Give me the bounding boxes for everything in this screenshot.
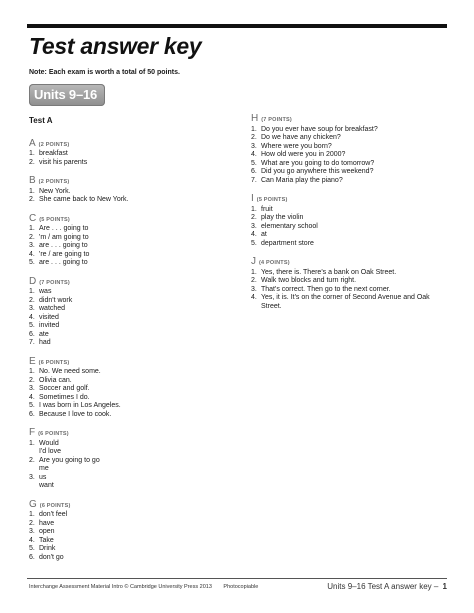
answer-item bbox=[251, 151, 451, 160]
answer-number: 3. bbox=[29, 473, 35, 481]
section-letter: C bbox=[29, 212, 37, 224]
section-c bbox=[29, 212, 229, 268]
section-header bbox=[29, 137, 229, 150]
section-h bbox=[251, 115, 451, 185]
answer-number: 1. bbox=[29, 150, 35, 157]
answer-number: 1. bbox=[29, 368, 35, 375]
answer-text: visited bbox=[39, 313, 59, 321]
answer-item bbox=[29, 322, 229, 331]
answer-item bbox=[251, 231, 451, 240]
answer-list bbox=[29, 150, 229, 167]
section-points: (5 POINTS) bbox=[256, 197, 288, 203]
answer-number: 2. bbox=[29, 296, 35, 304]
footer-title: Units 9–16 Test A answer key – bbox=[327, 582, 439, 591]
answer-list bbox=[29, 225, 229, 268]
answer-text: No. We need some. bbox=[39, 368, 101, 375]
answer-number bbox=[29, 448, 39, 457]
answer-number: 1. bbox=[29, 511, 35, 518]
answer-text: us bbox=[39, 473, 47, 481]
answer-list bbox=[251, 269, 451, 312]
answer-item bbox=[29, 331, 229, 340]
page-number: 1 bbox=[442, 582, 447, 591]
answer-item bbox=[29, 339, 229, 348]
answer-number: 2. bbox=[251, 214, 257, 221]
answer-number: 2. bbox=[29, 456, 35, 464]
answer-item bbox=[29, 482, 229, 491]
answer-item bbox=[29, 288, 229, 297]
answer-number: 3. bbox=[251, 142, 257, 150]
answer-number: 1. bbox=[251, 268, 257, 276]
answer-number: 2. bbox=[29, 196, 35, 203]
answer-list bbox=[251, 206, 451, 249]
section-d bbox=[29, 275, 229, 348]
answer-number: 5. bbox=[29, 545, 35, 552]
test-title: Test A bbox=[29, 116, 53, 125]
answer-item bbox=[29, 305, 229, 314]
footer-rule bbox=[27, 578, 447, 579]
answer-item bbox=[29, 448, 229, 457]
section-points: (6 POINTS) bbox=[38, 359, 70, 366]
answer-text: How old were you in 2000? bbox=[261, 151, 346, 158]
answer-list bbox=[29, 288, 229, 348]
answer-text: Do we have any chicken? bbox=[261, 134, 341, 141]
answer-text: 're / are going to bbox=[39, 250, 90, 258]
answer-number: 5. bbox=[29, 322, 35, 329]
answer-text: Are you going to go bbox=[39, 456, 100, 464]
answer-text: had bbox=[39, 339, 51, 346]
answer-text: She came back to New York. bbox=[39, 196, 129, 203]
answer-text: Olivia can. bbox=[39, 376, 72, 384]
answer-text: don't feel bbox=[39, 511, 68, 518]
answer-item bbox=[29, 297, 229, 306]
section-letter: G bbox=[29, 498, 37, 510]
answer-text: invited bbox=[39, 322, 60, 329]
answer-text: Do you ever have soup for breakfast? bbox=[261, 125, 378, 133]
answer-item bbox=[29, 259, 229, 268]
answer-number: 4. bbox=[29, 250, 35, 258]
units-badge: Units 9–16 bbox=[29, 84, 105, 106]
photocopiable-label: Photocopiable bbox=[223, 584, 259, 590]
answer-item bbox=[29, 440, 229, 449]
section-letter: D bbox=[29, 275, 37, 287]
answer-number: 1. bbox=[29, 439, 35, 447]
answer-text: watched bbox=[39, 305, 66, 312]
answer-text: don't go bbox=[39, 553, 64, 561]
answer-text: department store bbox=[261, 239, 314, 247]
answer-text: Sometimes I do. bbox=[39, 393, 90, 401]
answer-item bbox=[29, 234, 229, 243]
section-points: (6 POINTS) bbox=[38, 431, 69, 437]
answer-item bbox=[251, 223, 451, 232]
answer-number: 3. bbox=[29, 385, 35, 392]
answer-text: I was born in Los Angeles. bbox=[39, 402, 121, 409]
answer-item bbox=[29, 251, 229, 260]
answer-item bbox=[29, 159, 229, 168]
answer-list bbox=[29, 511, 229, 562]
section-header bbox=[29, 498, 229, 511]
answer-item bbox=[29, 196, 229, 205]
section-letter: E bbox=[29, 355, 36, 367]
answer-number: 1. bbox=[29, 187, 35, 195]
answer-item bbox=[29, 474, 229, 483]
section-points: (2 POINTS) bbox=[38, 179, 70, 185]
answer-item bbox=[29, 520, 229, 529]
answer-text: elementary school bbox=[261, 222, 318, 230]
answer-number bbox=[29, 482, 39, 491]
answer-item bbox=[29, 511, 229, 520]
section-letter: F bbox=[29, 427, 36, 438]
answer-text: Because I love to cook. bbox=[39, 410, 112, 418]
footer-copyright bbox=[29, 584, 258, 590]
answer-item bbox=[29, 188, 229, 197]
answer-text: I'd love bbox=[39, 448, 61, 455]
answer-text: That's correct. Then go to the next corner. bbox=[261, 285, 391, 293]
answer-number: 1. bbox=[29, 225, 35, 232]
answer-text: Drink bbox=[39, 545, 56, 552]
answer-item bbox=[251, 286, 451, 295]
answer-item bbox=[251, 126, 451, 135]
answer-number: 5. bbox=[29, 402, 35, 409]
answer-number: 7. bbox=[251, 176, 257, 184]
section-header bbox=[29, 355, 229, 368]
section-points: (7 POINTS) bbox=[39, 279, 70, 286]
answer-text: are . . . going to bbox=[39, 259, 88, 266]
answer-item bbox=[251, 269, 451, 278]
answer-item bbox=[251, 134, 451, 143]
section-letter: H bbox=[251, 113, 259, 124]
left-column bbox=[29, 117, 229, 572]
answer-item bbox=[251, 143, 451, 152]
answer-number: 3. bbox=[251, 222, 257, 230]
footer-page-label bbox=[327, 582, 447, 591]
answer-item bbox=[29, 457, 229, 466]
answer-text: What are you going to do tomorrow? bbox=[261, 159, 375, 167]
answer-item bbox=[251, 160, 451, 169]
answer-item bbox=[29, 537, 229, 546]
section-f bbox=[29, 429, 229, 491]
section-g bbox=[29, 498, 229, 563]
answer-number: 2. bbox=[251, 277, 257, 284]
section-letter: J bbox=[251, 256, 256, 267]
answer-list bbox=[29, 440, 229, 491]
answer-text: New York. bbox=[39, 187, 71, 195]
section-header bbox=[29, 429, 229, 439]
answer-text: didn't work bbox=[39, 296, 73, 304]
points-note: Note: Each exam is worth a total of 50 points. bbox=[29, 69, 180, 76]
page-title: Test answer key bbox=[29, 33, 202, 59]
section-letter: A bbox=[29, 137, 36, 149]
answer-number: 5. bbox=[251, 239, 257, 247]
answer-item bbox=[29, 314, 229, 323]
answer-list bbox=[29, 188, 229, 205]
answer-text: was bbox=[39, 288, 52, 295]
answer-number: 7. bbox=[29, 339, 35, 346]
answer-text: Are . . . going to bbox=[39, 225, 89, 232]
answer-number: 2. bbox=[29, 233, 35, 241]
section-j bbox=[251, 258, 451, 311]
section-header bbox=[251, 258, 451, 268]
answer-text: want bbox=[39, 482, 54, 489]
answer-number: 2. bbox=[29, 376, 35, 384]
answer-item bbox=[29, 385, 229, 394]
answer-text: Yes, it is. It's on the corner of Second Avenue and Oak Street. bbox=[261, 294, 430, 310]
answer-text: ate bbox=[39, 330, 49, 338]
answer-list bbox=[251, 126, 451, 186]
answer-item bbox=[29, 150, 229, 159]
section-letter: B bbox=[29, 175, 36, 186]
answer-item bbox=[251, 177, 451, 186]
section-header bbox=[29, 275, 229, 288]
answer-text: Walk two blocks and turn right. bbox=[261, 277, 357, 284]
answer-item bbox=[29, 545, 229, 554]
answer-item bbox=[29, 528, 229, 537]
answer-item bbox=[29, 554, 229, 563]
answer-item bbox=[251, 294, 451, 311]
answer-text: visit his parents bbox=[39, 158, 88, 166]
right-column bbox=[251, 115, 451, 321]
section-points: (4 POINTS) bbox=[259, 260, 290, 266]
answer-text: Soccer and golf. bbox=[39, 385, 90, 392]
answer-number: 2. bbox=[29, 158, 35, 166]
answer-number: 3. bbox=[251, 285, 257, 293]
answer-number: 4. bbox=[29, 536, 35, 544]
answer-number: 4. bbox=[29, 393, 35, 401]
section-header bbox=[251, 115, 451, 125]
answer-text: Would bbox=[39, 439, 59, 447]
answer-number: 4. bbox=[251, 151, 257, 158]
section-header bbox=[29, 177, 229, 187]
answer-text: Where were you born? bbox=[261, 142, 332, 150]
answer-number: 2. bbox=[29, 519, 35, 527]
answer-number: 2. bbox=[251, 134, 257, 141]
answer-number: 3. bbox=[29, 242, 35, 249]
answer-item bbox=[29, 402, 229, 411]
answer-item bbox=[251, 168, 451, 177]
answer-number: 6. bbox=[29, 410, 35, 418]
answer-item bbox=[29, 465, 229, 474]
top-rule bbox=[27, 24, 447, 28]
answer-text: me bbox=[39, 465, 49, 472]
answer-text: are . . . going to bbox=[39, 242, 88, 249]
section-header bbox=[29, 212, 229, 225]
answer-number: 1. bbox=[29, 288, 35, 295]
answer-number: 5. bbox=[29, 259, 35, 266]
section-points: (2 POINTS) bbox=[38, 141, 70, 148]
answer-item bbox=[29, 225, 229, 234]
answer-item bbox=[29, 242, 229, 251]
answer-text: fruit bbox=[261, 205, 273, 213]
answer-number: 3. bbox=[29, 528, 35, 535]
section-points: (5 POINTS) bbox=[39, 216, 70, 223]
answer-list bbox=[29, 368, 229, 419]
answer-number bbox=[29, 465, 39, 474]
answer-item bbox=[29, 368, 229, 377]
answer-text: Take bbox=[39, 536, 54, 544]
answer-item bbox=[251, 277, 451, 286]
section-b bbox=[29, 177, 229, 205]
answer-number: 5. bbox=[251, 159, 257, 167]
answer-number: 3. bbox=[29, 305, 35, 312]
section-points: (7 POINTS) bbox=[261, 117, 292, 123]
section-e bbox=[29, 355, 229, 420]
copyright-text: Interchange Assessment Material Intro © Cambridge University Press 2013 bbox=[29, 584, 212, 590]
section-letter: I bbox=[251, 193, 254, 204]
answer-text: have bbox=[39, 519, 55, 527]
answer-text: open bbox=[39, 528, 55, 535]
answer-text: Yes, there is. There's a bank on Oak Street. bbox=[261, 268, 397, 276]
section-i bbox=[251, 195, 451, 248]
answer-text: 'm / am going to bbox=[39, 233, 89, 241]
section-a bbox=[29, 137, 229, 168]
answer-item bbox=[29, 394, 229, 403]
answer-text: Did you go anywhere this weekend? bbox=[261, 168, 374, 175]
answer-item bbox=[29, 411, 229, 420]
answer-item bbox=[29, 377, 229, 386]
answer-text: breakfast bbox=[39, 150, 68, 157]
answer-number: 6. bbox=[251, 168, 257, 175]
answer-number: 6. bbox=[29, 553, 35, 561]
section-points: (6 POINTS) bbox=[39, 502, 71, 509]
answer-text: Can Maria play the piano? bbox=[261, 176, 343, 184]
answer-number: 4. bbox=[251, 231, 257, 238]
answer-item bbox=[251, 206, 451, 215]
answer-text: at bbox=[261, 231, 267, 238]
section-header bbox=[251, 195, 451, 205]
answer-number: 6. bbox=[29, 330, 35, 338]
answer-item bbox=[251, 214, 451, 223]
answer-text: play the violin bbox=[261, 214, 304, 221]
answer-number: 4. bbox=[251, 294, 257, 301]
answer-number: 1. bbox=[251, 205, 257, 213]
answer-item bbox=[251, 240, 451, 249]
answer-number: 4. bbox=[29, 313, 35, 321]
answer-number: 1. bbox=[251, 125, 257, 133]
